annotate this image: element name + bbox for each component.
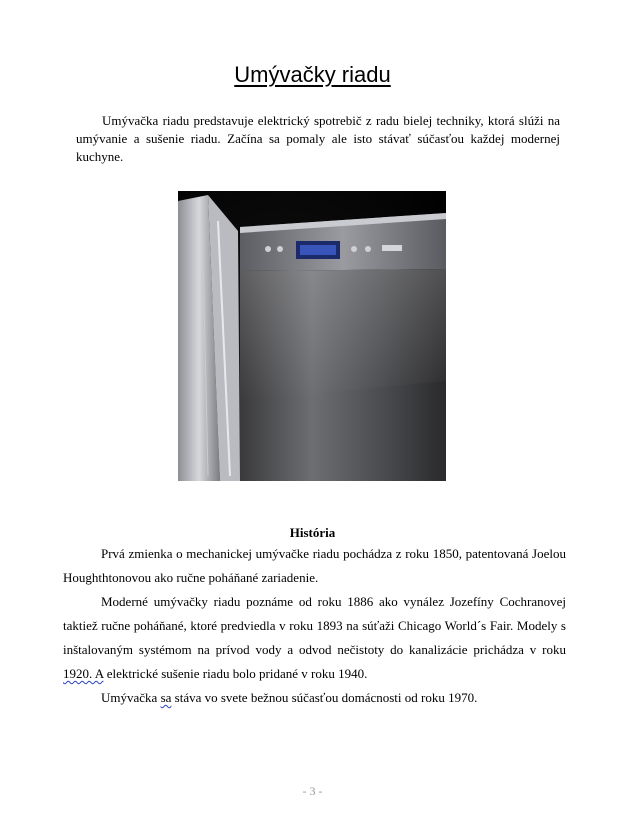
grammar-marked-text: 1920. A xyxy=(63,666,104,681)
history-paragraph-2-text-a: Moderné umývačky riadu poznáme od roku 1886 ako vynález Jozefíny Cochranovej taktiež ručne poháňané, ktoré predviedla v roku 1893 na súťaži Chicago World´s Fair. Modely s inštalovaným systémom na prívod vody a odvod nečistoty do kanalizácie prichádza v roku xyxy=(63,594,566,657)
dishwasher-photo xyxy=(178,191,446,481)
history-body xyxy=(63,542,566,710)
page-number: - 3 - xyxy=(302,784,323,798)
history-paragraph-3-text-b: stáva vo svete bežnou súčasťou domácnosti od roku 1970. xyxy=(171,690,478,705)
history-paragraph-1: Prvá zmienka o mechanickej umývačke riadu pochádza z roku 1850, patentovaná Joelou Houghthtonovou ako ručne poháňané zariadenie. xyxy=(63,546,566,585)
history-paragraph-3-text-a: Umývačka xyxy=(101,690,161,705)
page-title: Umývačky riadu xyxy=(234,62,391,87)
history-heading: História xyxy=(289,525,336,540)
history-paragraph-2 xyxy=(63,590,566,686)
dishwasher-illustration xyxy=(178,191,446,481)
intro-paragraph: Umývačka riadu predstavuje elektrický spotrebič z radu bielej techniky, ktorá slúži na umývanie a sušenie riadu. Začína sa pomaly ale isto stávať súčasťou každej modernej kuchyne. xyxy=(76,113,560,164)
history-paragraph-2-text-b: elektrické sušenie riadu bolo pridané v roku 1940. xyxy=(103,666,368,681)
history-paragraph-3 xyxy=(63,686,566,710)
grammar-marked-word: sa xyxy=(160,690,172,705)
